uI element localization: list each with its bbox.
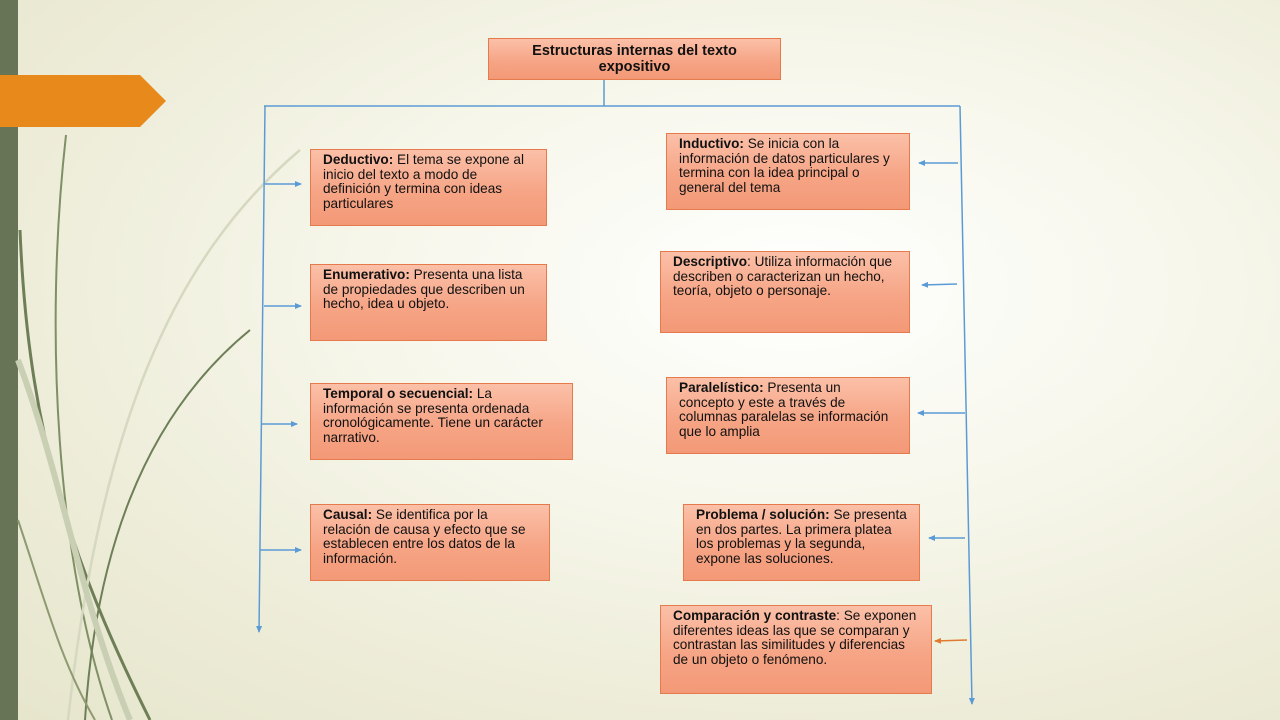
descriptivo-text: : Utiliza información que describen o caracterizan un hecho, teoría, objeto o personaje.: [673, 254, 893, 298]
enumerativo-heading: Enumerativo:: [323, 267, 410, 282]
paralelistico-heading: Paralelístico:: [679, 380, 764, 395]
paralelistico-box: [666, 377, 910, 454]
problema-box: [683, 504, 920, 581]
arrow-to-descriptivo: [922, 284, 957, 285]
enumerativo-text: Presenta una lista de propiedades que describen un hecho, idea u objeto.: [323, 267, 525, 311]
comparacion-box: [660, 605, 932, 694]
causal-text: Se identifica por la relación de causa y efecto que se establecen entre los datos de la información.: [323, 507, 526, 566]
descriptivo-heading: Descriptivo: [673, 254, 748, 269]
diagram-title: Estructuras internas del texto expositivo: [532, 43, 737, 75]
arrow-to-comparacion: [935, 640, 967, 641]
inductivo-heading: Inductivo:: [679, 136, 744, 151]
inductivo-text: Se inicia con la información de datos particulares y termina con la idea principal o general del tema: [679, 136, 890, 195]
deductivo-text: El tema se expone al inicio del texto a modo de definición y termina con ideas particulares: [323, 152, 524, 211]
inductivo-box: [666, 133, 910, 210]
deductivo-box: [310, 149, 547, 226]
temporal-heading: Temporal o secuencial:: [323, 386, 474, 401]
descriptivo-box: [660, 251, 910, 333]
problema-text: Se presenta en dos partes. La primera platea los problemas y la segunda, expone las soluciones.: [696, 507, 907, 566]
problema-heading: Problema / solución:: [696, 507, 830, 522]
right-trunk-arrow: [960, 106, 972, 704]
comparacion-heading: Comparación y contraste: [673, 608, 837, 623]
causal-box: [310, 504, 550, 581]
left-trunk-arrow: [259, 106, 265, 632]
enumerativo-box: [310, 264, 547, 341]
causal-heading: Causal:: [323, 507, 373, 522]
comparacion-text: : Se exponen diferentes ideas las que se comparan y contrastan las similitudes y diferencias de un objeto o fenómeno.: [673, 608, 917, 667]
deductivo-heading: Deductivo:: [323, 152, 394, 167]
diagram-title-box: [488, 38, 781, 80]
paralelistico-text: Presenta un concepto y este a través de columnas paralelas se información que lo amplia: [679, 380, 889, 439]
temporal-text: La información se presenta ordenada cronológicamente. Tiene un carácter narrativo.: [323, 386, 543, 445]
temporal-box: [310, 383, 573, 460]
